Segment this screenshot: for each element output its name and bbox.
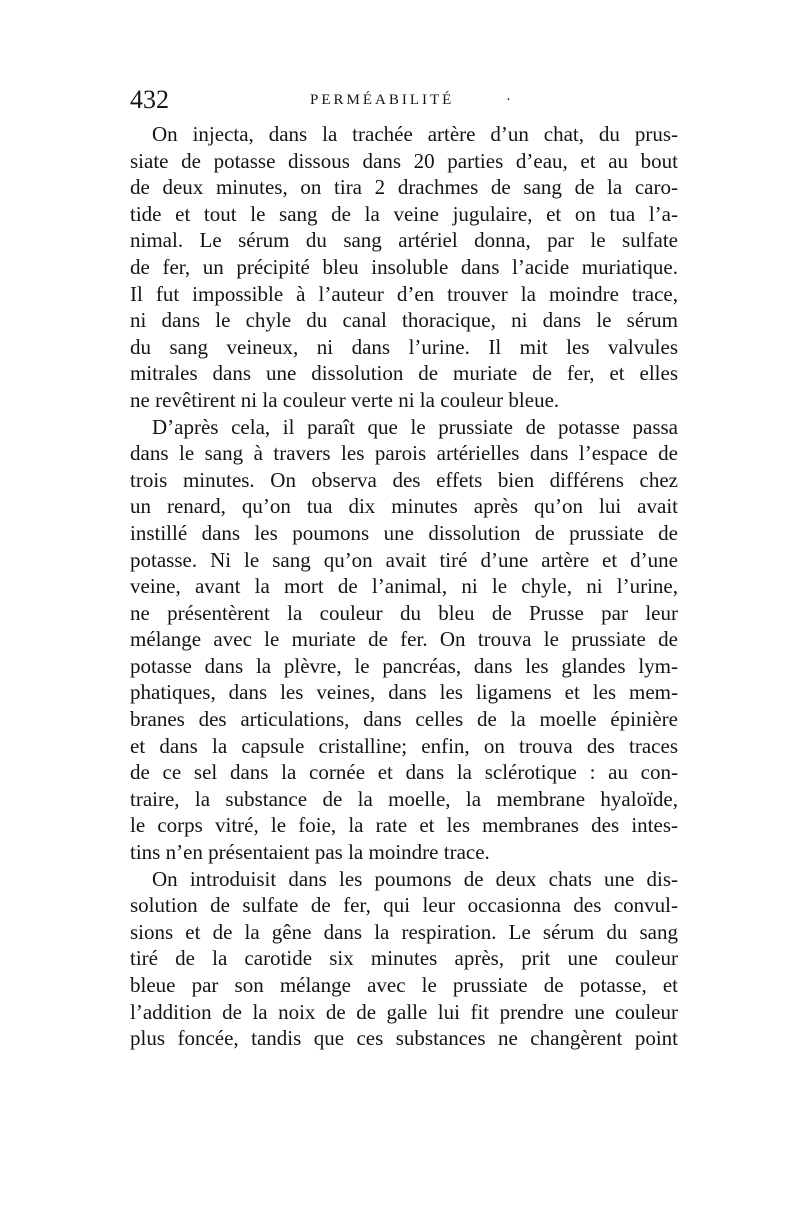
text-line: On injecta, dans la trachée artère d’un chat, du prus-: [152, 122, 678, 146]
paragraph: [130, 121, 678, 414]
text-line: branes des articulations, dans celles de la moelle épinière: [130, 707, 678, 732]
text-line: traire, la substance de la moelle, la membrane hyaloïde,: [130, 786, 678, 811]
body-text: [130, 121, 678, 1052]
text-line: instillé dans les poumons une dissolution de prussiate de: [130, 520, 678, 545]
text-line: tide et tout le sang de la veine jugulaire, et on tua l’a-: [130, 201, 678, 226]
page-number: 432: [130, 85, 169, 114]
text-line: veine, avant la mort de l’animal, ni le chyle, ni l’urine,: [130, 574, 678, 599]
text-line: siate de potasse dissous dans 20 parties d’eau, et au bout: [130, 148, 678, 173]
text-line: Il fut impossible à l’auteur d’en trouver la moindre trace,: [130, 281, 678, 306]
text-line: le corps vitré, le foie, la rate et les membranes des intes-: [130, 813, 678, 838]
paragraph: [130, 866, 678, 1052]
text-line: plus foncée, tandis que ces substances ne changèrent point: [130, 1026, 678, 1051]
text-line: On introduisit dans les poumons de deux chats une dis-: [152, 866, 678, 891]
text-line: du sang veineux, ni dans l’urine. Il mit les valvules: [130, 334, 678, 359]
paragraph: [130, 414, 678, 866]
text-line: D’après cela, il paraît que le prussiate de potasse passa: [152, 414, 678, 439]
text-line: dans le sang à travers les parois artérielles dans l’espace de: [130, 441, 678, 466]
text-line: nimal. Le sérum du sang artériel donna, par le sulfate: [130, 228, 678, 253]
text-line: un renard, qu’on tua dix minutes après qu’on lui avait: [130, 494, 678, 519]
text-line: phatiques, dans les veines, dans les ligamens et les mem-: [130, 680, 678, 705]
text-line: mitrales dans une dissolution de muriate de fer, et elles: [130, 361, 678, 386]
text-line: et dans la capsule cristalline; enfin, on trouva des traces: [130, 733, 678, 758]
text-line: sions et de la gêne dans la respiration. Le sérum du sang: [130, 919, 678, 944]
text-line: de deux minutes, on tira 2 drachmes de sang de la caro-: [130, 175, 678, 200]
text-line: tiré de la carotide six minutes après, prit une couleur: [130, 946, 678, 971]
text-line: de ce sel dans la cornée et dans la sclérotique : au con-: [130, 760, 678, 785]
text-line: ne présentèrent la couleur du bleu de Prusse par leur: [130, 600, 678, 625]
text-line: mélange avec le muriate de fer. On trouva le prussiate de: [130, 627, 678, 652]
text-line: bleue par son mélange avec le prussiate de potasse, et: [130, 973, 678, 997]
text-line: l’addition de la noix de de galle lui fit prendre une couleur: [130, 999, 678, 1024]
page-header: [130, 80, 678, 120]
running-title-dot: ·: [506, 92, 511, 108]
text-line: ne revêtirent ni la couleur verte ni la couleur bleue.: [130, 387, 560, 412]
text-line: tins n’en présentaient pas la moindre trace.: [130, 840, 490, 865]
text-line: de fer, un précipité bleu insoluble dans l’acide muriatique.: [130, 254, 678, 279]
running-title: PERMÉABILITÉ: [310, 92, 455, 108]
text-line: trois minutes. On observa des effets bien différens chez: [130, 467, 678, 492]
text-line: solution de sulfate de fer, qui leur occasionna des convul-: [130, 893, 678, 918]
text-line: potasse. Ni le sang qu’on avait tiré d’une artère et d’une: [130, 547, 678, 572]
text-line: potasse dans la plèvre, le pancréas, dans les glandes lym-: [130, 653, 678, 678]
text-line: ni dans le chyle du canal thoracique, ni dans le sérum: [130, 308, 678, 333]
